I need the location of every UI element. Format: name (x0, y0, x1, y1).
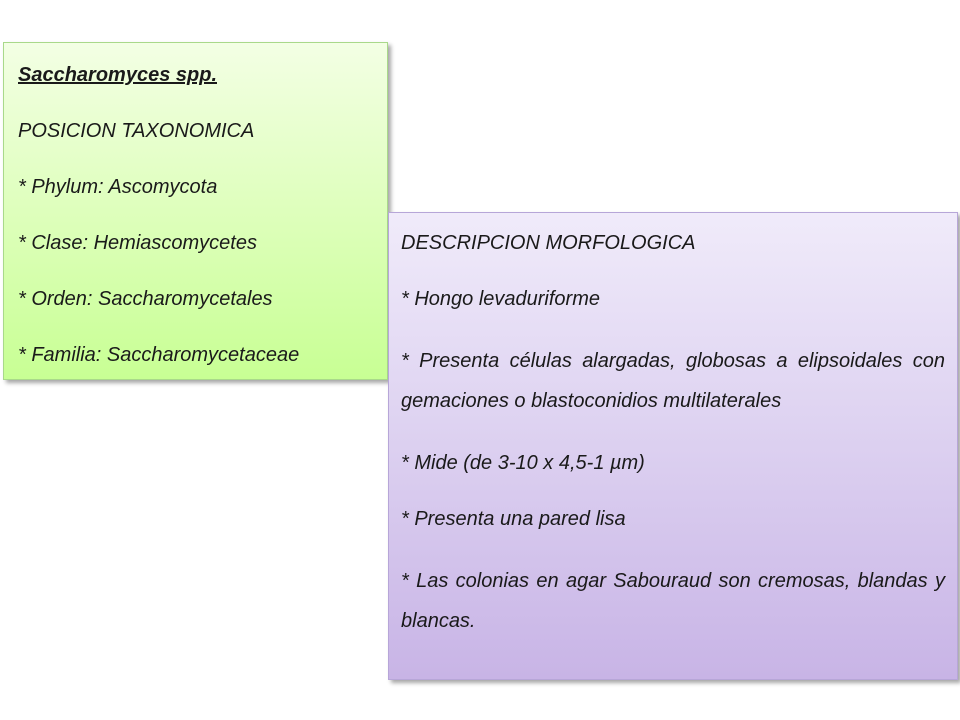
taxonomy-heading: POSICION TAXONOMICA (18, 120, 255, 142)
morphology-box (388, 212, 958, 680)
species-title: Saccharomyces spp. (18, 64, 217, 86)
morphology-item-size: * Mide (de 3-10 x 4,5-1 µm) (401, 452, 645, 474)
taxonomy-item-phylum: * Phylum: Ascomycota (18, 176, 218, 198)
morphology-item-colonies: * Las colonias en agar Sabouraud son cremosas, blandas y blancas. (401, 570, 945, 632)
morphology-heading: DESCRIPCION MORFOLOGICA (401, 232, 696, 254)
taxonomy-item-family: * Familia: Saccharomycetaceae (18, 344, 300, 366)
taxonomy-box (3, 42, 388, 380)
morphology-item-cells: * Presenta células alargadas, globosas a elipsoidales con gemaciones o blastoconidios multilaterales (401, 350, 945, 412)
morphology-item-type: * Hongo levaduriforme (401, 288, 600, 310)
morphology-item-wall: * Presenta una pared lisa (401, 508, 626, 530)
taxonomy-item-class: * Clase: Hemiascomycetes (18, 232, 257, 254)
taxonomy-item-order: * Orden: Saccharomycetales (18, 288, 273, 310)
